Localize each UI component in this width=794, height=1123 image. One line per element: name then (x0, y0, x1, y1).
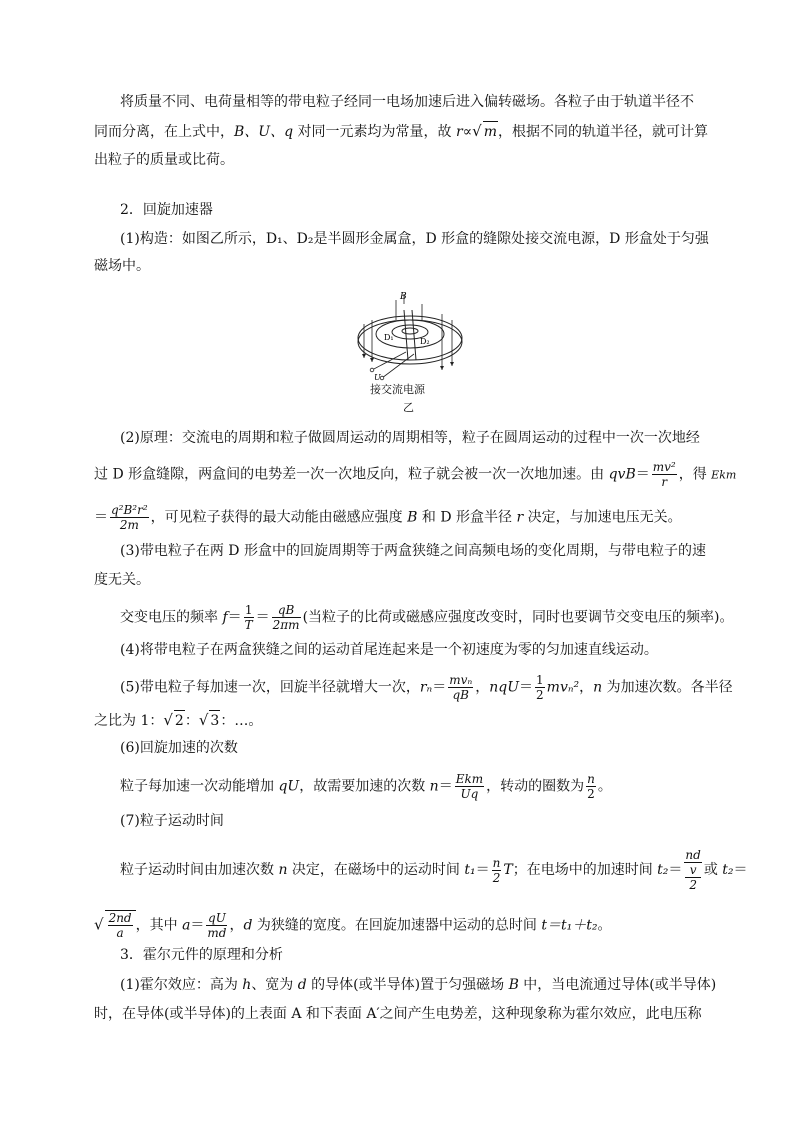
figure-label-D2: D₂ (420, 337, 430, 346)
paragraph-line: (6)回旋加速的次数 (120, 740, 238, 756)
paragraph-line: 粒子每加速一次动能增加 qU，故需要加速的次数 n＝ $\frac{\text{Ekm}}{Uq}$ ，转动的圈数为 $\frac{n}{2}$ 。 (120, 772, 612, 801)
paragraph-line: (2)原理：交流电的周期和粒子做圆周运动的周期相等，粒子在圆周运动的过程中一次一次地经 (120, 430, 700, 446)
figure-label-D1: D₁ (384, 333, 394, 342)
figure-caption-label: 乙 (403, 401, 414, 414)
section-heading: 3．霍尔元件的原理和分析 (120, 947, 283, 963)
figure-label-U: U (374, 373, 381, 382)
paragraph-line: (1)霍尔效应：高为 h、宽为 d 的导体(或半导体)置于匀强磁场 B 中，当电流通过导体(或半导体) (120, 977, 717, 993)
paragraph-line: 时，在导体(或半导体)的上表面 A 和下表面 A′之间产生电势差，这种现象称为霍尔效应，此电压称 (94, 1006, 702, 1022)
paragraph-line: (1)构造：如图乙所示，D₁、D₂是半圆形金属盒，D 形盒的缝隙处接交流电源，D 形盒处于匀强 (120, 231, 709, 247)
paragraph-line: 磁场中。 (94, 258, 150, 274)
paragraph-line: 之比为 1：√ 2：√ 3：…。 (94, 711, 263, 729)
section-heading: 2．回旋加速器 (120, 202, 213, 218)
cyclotron-figure (352, 290, 472, 382)
paragraph-line: 出粒子的质量或比荷。 (94, 152, 234, 168)
paragraph-line: 同而分离，在上式中，B、U、q 对同一元素均为常量，故 r∝√ m，根据不同的轨道半径，就可计算 (94, 122, 708, 140)
paragraph-line: (4)将带电粒子在两盒狭缝之间的运动首尾连起来是一个初速度为零的匀加速直线运动。 (120, 642, 658, 658)
paragraph-line: 交变电压的频率 f＝ $\frac{1}{T}$ ＝ $\frac{qB}{2\pi m}$ (当粒子的比荷或磁感应强度改变时，同时也要调节交变电压的频率)。 (120, 603, 734, 632)
paragraph-line: ＝ $\frac{\text{q²B²r²}}{2m}$ ，可见粒子获得的最大动能由磁感应强度 B 和 D 形盒半径 r 决定，与加速电压无关。 (94, 503, 682, 532)
paragraph-line: 过 D 形盒缝隙，两盒间的电势差一次一次地反向，粒子就会被一次一次地加速。由 qvB＝ $\frac{\text{mv²}}{r}$ ，得 Ekm (94, 460, 737, 489)
paragraph-line: 将质量不同、电荷量相等的带电粒子经同一电场加速后进入偏转磁场。各粒子由于轨道半径不 (120, 94, 694, 110)
paragraph-line: (7)粒子运动时间 (120, 813, 224, 829)
paragraph-line: (5)带电粒子每加速一次，回旋半径就增大一次，rₙ＝ $\frac{\text{mvₙ}}{qB}$ ，nqU＝ $\frac{1}{2}$ mvₙ²，n 为加速次数。各半径 (120, 673, 733, 702)
paragraph-line: √ $\frac{2nd}{a}$ ，其中 a＝ $\frac{qU}{md}$ ，d 为狭缝的宽度。在回旋加速器中运动的总时间 t＝t₁＋t₂。 (94, 911, 612, 940)
paragraph-line: (3)带电粒子在两 D 形盒中的回旋周期等于两盒狭缝之间高频电场的变化周期，与带电粒子的速 (120, 543, 706, 559)
paragraph-line: 粒子运动时间由加速次数 n 决定，在磁场中的运动时间 t₁＝ $\frac{n}{2}$ T；在电场中的加速时间 t₂＝ nd v 2 或 t₂＝ (120, 848, 748, 892)
figure-caption: 接交流电源 (370, 383, 425, 396)
figure-label-B: B (400, 292, 407, 302)
paragraph-line: 度无关。 (94, 572, 150, 588)
